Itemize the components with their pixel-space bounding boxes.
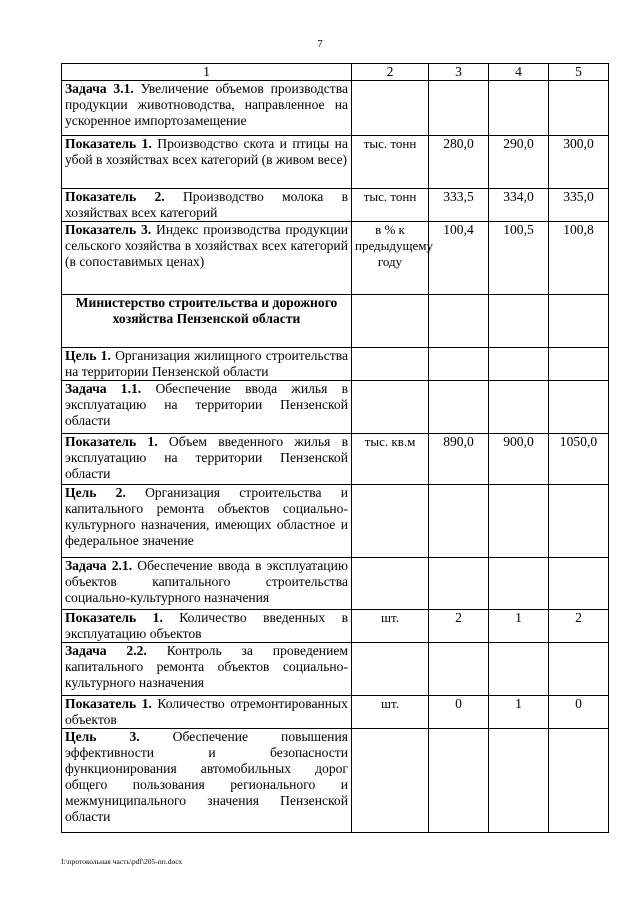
table-row bbox=[62, 729, 609, 833]
value-cell: 335,0 bbox=[549, 189, 609, 222]
value-cell bbox=[489, 81, 549, 136]
value-cell: 334,0 bbox=[489, 189, 549, 222]
row-text: Индекс производства продукции сельского хозяйства в хозяйствах всех категорий (в сопоставимых ценах) bbox=[65, 222, 349, 269]
table-row bbox=[62, 189, 609, 222]
row-text: Увеличение объемов производства продукции животноводства, направленное на ускоренное импортозамещение bbox=[65, 81, 348, 128]
row-description bbox=[62, 81, 352, 136]
column-header: 4 bbox=[489, 64, 549, 81]
value-cell bbox=[549, 295, 609, 348]
row-description bbox=[62, 189, 352, 222]
unit-cell: тыс. тонн bbox=[352, 189, 429, 222]
page-number: 7 bbox=[317, 38, 323, 50]
value-cell: 1 bbox=[489, 610, 549, 643]
table-row bbox=[62, 485, 609, 558]
value-cell bbox=[549, 643, 609, 696]
value-cell bbox=[429, 81, 489, 136]
row-label: Цель 2. bbox=[65, 485, 126, 500]
unit-cell: шт. bbox=[352, 610, 429, 643]
unit-cell bbox=[352, 348, 429, 381]
value-cell bbox=[489, 643, 549, 696]
value-cell: 100,8 bbox=[549, 222, 609, 295]
unit-cell bbox=[352, 729, 429, 833]
value-cell bbox=[549, 485, 609, 558]
row-label: Показатель 1. bbox=[65, 136, 152, 151]
unit-cell: тыс. кв.м bbox=[352, 434, 429, 485]
column-header: 2 bbox=[352, 64, 429, 81]
value-cell bbox=[489, 729, 549, 833]
table-row bbox=[62, 381, 609, 434]
row-label: Показатель 1. bbox=[65, 610, 163, 625]
row-label: Задача 1.1. bbox=[65, 381, 142, 396]
row-text: Организация жилищного строительства на территории Пензенской области bbox=[65, 348, 348, 379]
unit-cell bbox=[352, 558, 429, 610]
row-description bbox=[62, 434, 352, 485]
row-label: Показатель 1. bbox=[65, 696, 152, 711]
row-description bbox=[62, 696, 352, 729]
section-title: Министерство строительства и дорожного хозяйства Пензенской области bbox=[75, 295, 338, 326]
row-description bbox=[62, 610, 352, 643]
value-cell: 2 bbox=[549, 610, 609, 643]
value-cell: 333,5 bbox=[429, 189, 489, 222]
row-text: Количество отремонтированных объектов bbox=[65, 696, 348, 727]
row-label: Показатель 2. bbox=[65, 189, 165, 204]
table-row bbox=[62, 558, 609, 610]
value-cell: 900,0 bbox=[489, 434, 549, 485]
unit-cell bbox=[352, 295, 429, 348]
value-cell bbox=[549, 729, 609, 833]
table-row bbox=[62, 696, 609, 729]
column-header: 1 bbox=[62, 64, 352, 81]
row-label: Показатель 1. bbox=[65, 434, 158, 449]
unit-cell: тыс. тонн bbox=[352, 136, 429, 189]
value-cell: 0 bbox=[429, 696, 489, 729]
table-header-row bbox=[62, 64, 609, 81]
row-description bbox=[62, 348, 352, 381]
value-cell bbox=[429, 485, 489, 558]
value-cell bbox=[489, 381, 549, 434]
row-label: Задача 2.2. bbox=[65, 643, 147, 658]
value-cell bbox=[489, 485, 549, 558]
value-cell bbox=[429, 348, 489, 381]
value-cell bbox=[489, 558, 549, 610]
value-cell: 0 bbox=[549, 696, 609, 729]
row-label: Цель 3. bbox=[65, 729, 140, 744]
row-text: Организация строительства и капитального ремонта объектов социально-культурного назначения, имеющих областное и федеральное значение bbox=[65, 485, 348, 548]
row-text: Объем введенного жилья в эксплуатацию на территории Пензенской области bbox=[65, 434, 348, 481]
table-row bbox=[62, 348, 609, 381]
row-label: Задача 3.1. bbox=[65, 81, 134, 96]
unit-cell bbox=[352, 381, 429, 434]
table-row bbox=[62, 136, 609, 189]
value-cell: 2 bbox=[429, 610, 489, 643]
table-row bbox=[62, 610, 609, 643]
value-cell bbox=[429, 558, 489, 610]
value-cell bbox=[489, 295, 549, 348]
value-cell bbox=[549, 558, 609, 610]
row-label: Цель 1. bbox=[65, 348, 111, 363]
row-text: Производство молока в хозяйствах всех категорий bbox=[65, 189, 348, 220]
row-text: Контроль за проведением капитального ремонта объектов социально-культурного назначения bbox=[65, 643, 348, 690]
column-header: 5 bbox=[549, 64, 609, 81]
row-text: Количество введенных в эксплуатацию объектов bbox=[65, 610, 348, 641]
row-text: Обеспечение повышения эффективности и безопасности функционирования автомобильных дорог общего пользования регионального и межмуниципального значения Пензенской области bbox=[65, 729, 348, 824]
value-cell bbox=[429, 729, 489, 833]
table-row bbox=[62, 643, 609, 696]
unit-cell: шт. bbox=[352, 696, 429, 729]
table-row bbox=[62, 295, 609, 348]
row-description bbox=[62, 485, 352, 558]
row-label: Показатель 3. bbox=[65, 222, 152, 237]
row-text: Обеспечение ввода жилья в эксплуатацию на территории Пензенской области bbox=[65, 381, 348, 428]
value-cell bbox=[489, 348, 549, 381]
table-row bbox=[62, 434, 609, 485]
row-label: Задача 2.1. bbox=[65, 558, 133, 573]
row-text: Производство скота и птицы на убой в хозяйствах всех категорий (в живом весе) bbox=[65, 136, 348, 167]
unit-cell bbox=[352, 643, 429, 696]
value-cell: 100,4 bbox=[429, 222, 489, 295]
unit-cell bbox=[352, 485, 429, 558]
column-header: 3 bbox=[429, 64, 489, 81]
row-text: Обеспечение ввода в эксплуатацию объектов капитального строительства социально-культурного назначения bbox=[65, 558, 348, 605]
row-description bbox=[62, 136, 352, 189]
value-cell bbox=[429, 643, 489, 696]
value-cell: 300,0 bbox=[549, 136, 609, 189]
value-cell bbox=[549, 348, 609, 381]
value-cell bbox=[549, 81, 609, 136]
row-description bbox=[62, 295, 352, 348]
value-cell: 1 bbox=[489, 696, 549, 729]
value-cell bbox=[429, 381, 489, 434]
row-description bbox=[62, 222, 352, 295]
value-cell: 890,0 bbox=[429, 434, 489, 485]
value-cell: 1050,0 bbox=[549, 434, 609, 485]
value-cell: 290,0 bbox=[489, 136, 549, 189]
row-description bbox=[62, 381, 352, 434]
file-path-footer: I:\протокольная часть\pdf\205-пп.docx bbox=[61, 857, 183, 866]
row-description bbox=[62, 729, 352, 833]
unit-cell: в % к предыдущему году bbox=[352, 222, 429, 295]
unit-cell bbox=[352, 81, 429, 136]
row-description bbox=[62, 558, 352, 610]
row-description bbox=[62, 643, 352, 696]
value-cell: 100,5 bbox=[489, 222, 549, 295]
table-row bbox=[62, 81, 609, 136]
value-cell bbox=[549, 381, 609, 434]
value-cell: 280,0 bbox=[429, 136, 489, 189]
indicators-table bbox=[61, 63, 609, 833]
value-cell bbox=[429, 295, 489, 348]
table-row bbox=[62, 222, 609, 295]
